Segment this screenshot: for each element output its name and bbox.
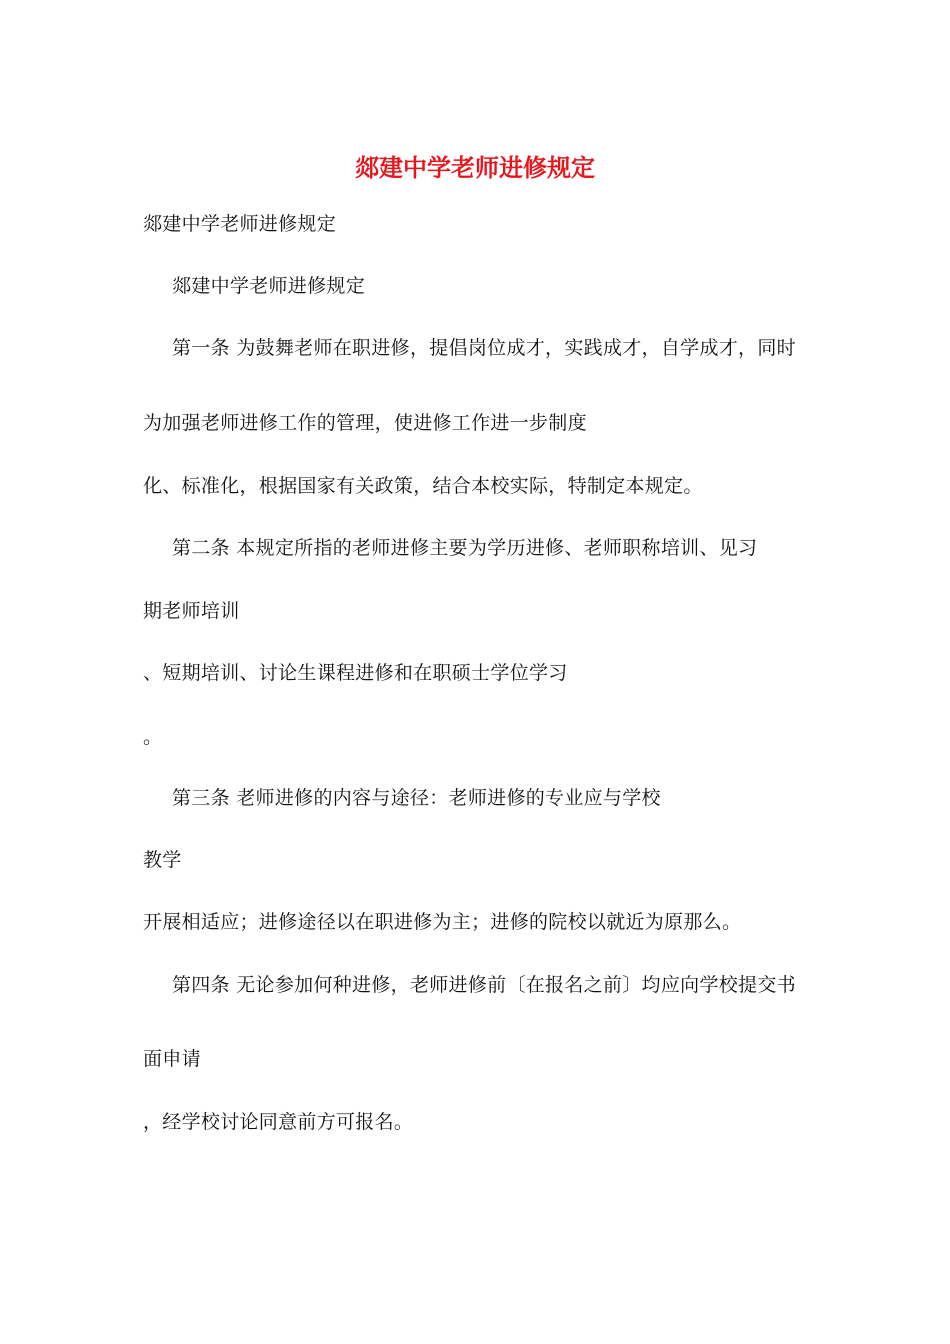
article-3-line: 教学 xyxy=(143,849,182,871)
article-1-line: 第一条 为鼓舞老师在职进修，提倡岗位成才，实践成才，自学成才，同时 xyxy=(172,337,796,359)
article-2-line: 第二条 本规定所指的老师进修主要为学历进修、老师职称培训、见习 xyxy=(172,537,758,559)
article-4-line: 面申请 xyxy=(143,1048,201,1070)
article-4-line: 第四条 无论参加何种进修，老师进修前〔在报名之前〕均应向学校提交书 xyxy=(172,974,796,996)
document-line: 郯建中学老师进修规定 xyxy=(172,275,366,297)
document-title: 郯建中学老师进修规定 xyxy=(355,154,595,182)
article-2-line: 。 xyxy=(143,726,163,748)
article-2-line: 期老师培训 xyxy=(143,600,240,622)
article-1-line: 化、标准化，根据国家有关政策，结合本校实际，特制定本规定。 xyxy=(143,475,703,497)
article-2-line: 、短期培训、讨论生课程进修和在职硕士学位学习 xyxy=(143,662,568,684)
document-line: 郯建中学老师进修规定 xyxy=(143,213,337,235)
article-1-line: 为加强老师进修工作的管理，使进修工作进一步制度 xyxy=(143,412,587,434)
article-3-line: 第三条 老师进修的内容与途径：老师进修的专业应与学校 xyxy=(172,787,661,809)
article-3-line: 开展相适应；进修途径以在职进修为主；进修的院校以就近为原那么。 xyxy=(143,911,742,933)
article-4-line: ，经学校讨论同意前方可报名。 xyxy=(143,1111,414,1133)
